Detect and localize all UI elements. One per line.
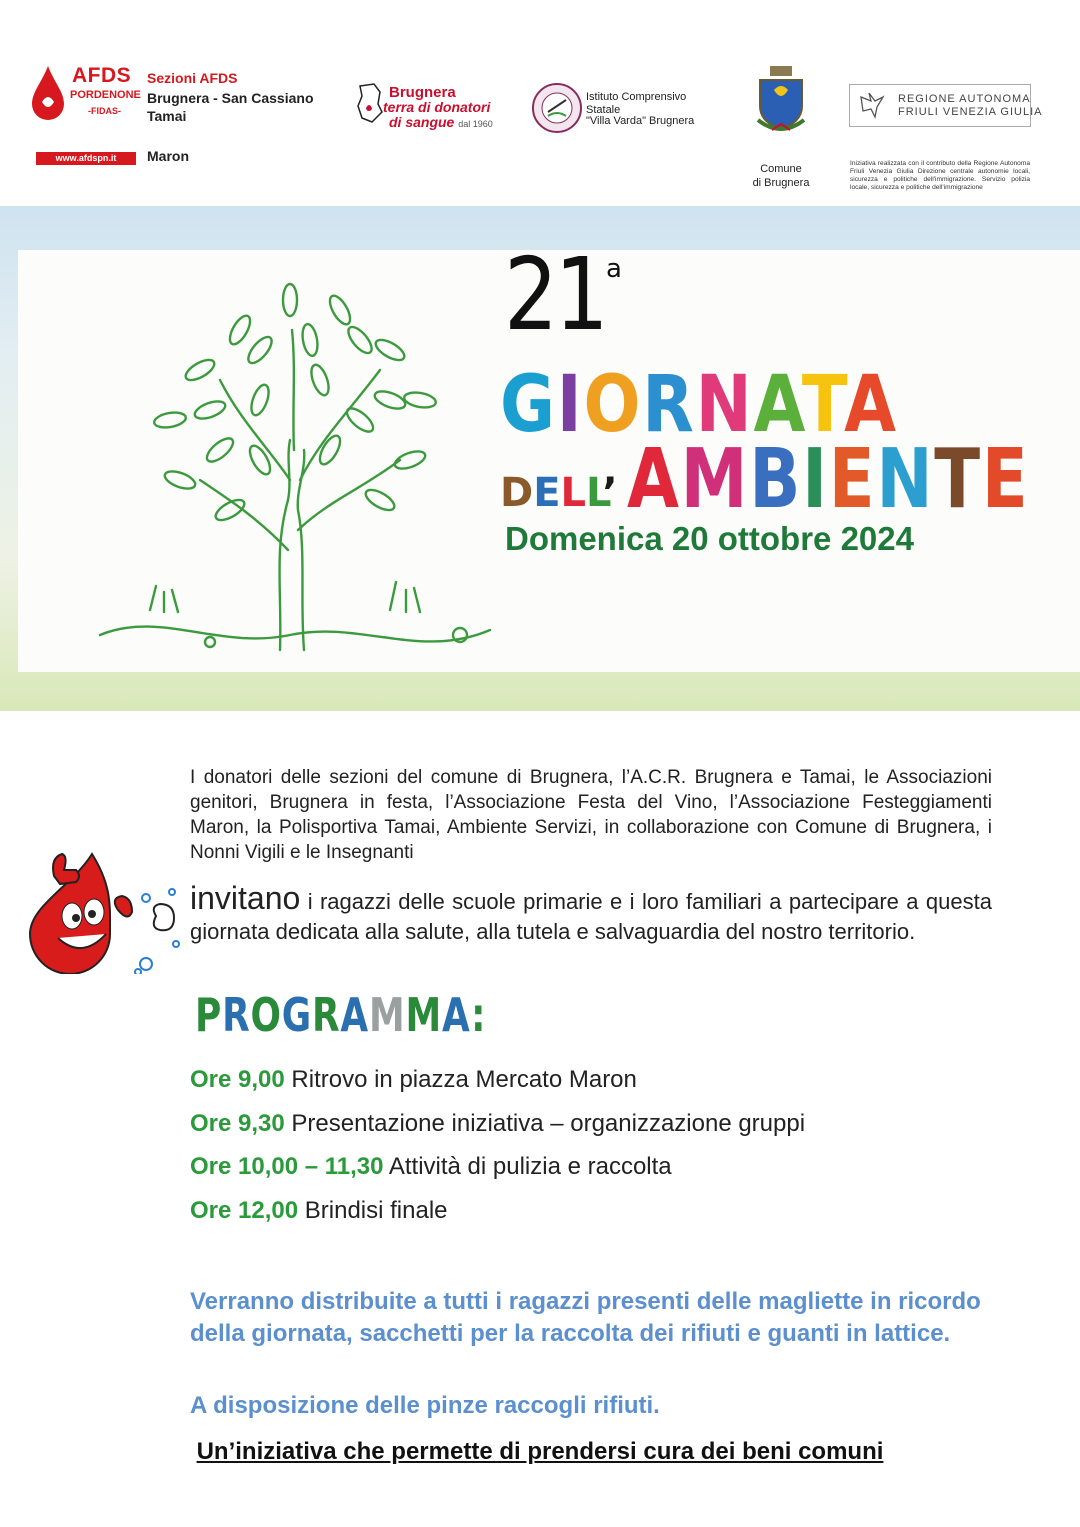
brugnera-since: dal 1960 [458, 119, 493, 129]
invitation-paragraph [190, 880, 992, 947]
school-line2: Statale [586, 104, 621, 116]
afds-section-line2: Tamai [147, 108, 187, 124]
tagline: Un’iniziativa che permette di prendersi cura dei beni comuni [196, 1438, 884, 1465]
program-row [190, 1153, 672, 1181]
programma-title: PROGRAMMA: [195, 988, 487, 1042]
eagle-icon [857, 89, 887, 119]
invitano-word: invitano [190, 880, 301, 916]
regione-note: Iniziativa realizzata con il contributo della Regione Autonoma Friuli Venezia Giulia Direzione centrale autonomie locali, sicurezza e politiche dell'immigrazione. Servizio polizia locale, sicurezza e politiche dell'immigrazione [850, 160, 1030, 191]
edition-number: 21 [504, 236, 606, 353]
comune-crest-icon [752, 64, 810, 138]
program-row [190, 1197, 448, 1225]
program-time: Ore 12,00 [190, 1197, 299, 1224]
school-line1: Istituto Comprensivo [586, 91, 687, 103]
program-row [190, 1066, 637, 1094]
afds-fidas: -FIDAS- [88, 106, 121, 116]
program-time: Ore 9,00 [190, 1066, 285, 1093]
program-activity: Brindisi finale [304, 1197, 448, 1224]
program-time: Ore 10,00 – 11,30 [190, 1153, 384, 1180]
program-activity: Attività di pulizia e raccolta [388, 1153, 672, 1180]
afds-drop-logo-icon [28, 64, 68, 124]
comune-label: Comune di Brugnera [752, 163, 810, 189]
edition-suffix: a [606, 254, 622, 284]
afds-website-link[interactable]: www.afdspn.it [36, 152, 136, 165]
regione-line2: FRIULI VENEZIA GIULIA [898, 106, 1043, 118]
brugnera-logo-line2: terra di donatori [383, 99, 491, 115]
program-time: Ore 9,30 [190, 1110, 285, 1137]
title-ambiente: AMBIENTE [627, 432, 1030, 527]
event-date: Domenica 20 ottobre 2024 [505, 520, 914, 557]
afds-province: PORDENONE [70, 89, 141, 101]
program-activity: Ritrovo in piazza Mercato Maron [291, 1066, 637, 1093]
brugnera-logo-line3: di sangue dal 1960 [389, 114, 493, 130]
closing-paragraph: Verranno distribuite a tutti i ragazzi presenti delle magliette in ricordo della giornata, sacchetti per la raccolta dei rifiuti e guanti in lattice. [190, 1288, 981, 1347]
title-dell: DELL’ [500, 470, 618, 516]
afds-section-line1: Brugnera - San Cassiano [147, 90, 314, 106]
program-activity: Presentazione iniziativa – organizzazione gruppi [291, 1110, 806, 1137]
brugnera-map-icon [354, 82, 384, 126]
title-giornata: GIORNATA [500, 360, 898, 450]
afds-sections-label: Sezioni AFDS [147, 70, 238, 86]
invitano-rest: i ragazzi delle scuole primarie e i loro familiari a partecipare a questa giornata dedicata alla salute, alla tutela e salvaguardia del nostro territorio. [190, 889, 992, 944]
closing-line: A disposizione delle pinze raccogli rifiuti. [190, 1392, 660, 1419]
blood-drop-mascot-icon [22, 846, 184, 974]
afds-section-line3: Maron [147, 148, 189, 164]
intro-paragraph: I donatori delle sezioni del comune di Brugnera, l’A.C.R. Brugnera e Tamai, le Associazioni genitori, Brugnera in festa, l’Associazione Festa del Vino, l’Associazione Festeggiamenti Maron, la Polisportiva Tamai, Ambiente Servizi, in collaborazione con Comune di Brugnera, i Nonni Vigili e le Insegnanti [190, 767, 992, 863]
program-row [190, 1110, 805, 1138]
regione-line1: REGIONE AUTONOMA [898, 93, 1031, 105]
school-line3: "Villa Varda" Brugnera [586, 115, 695, 127]
tree-illustration-icon [60, 250, 520, 670]
brugnera-logo-line1: Brugnera [389, 84, 456, 101]
afds-brand: AFDS [72, 64, 132, 87]
school-logo-icon [530, 82, 584, 134]
